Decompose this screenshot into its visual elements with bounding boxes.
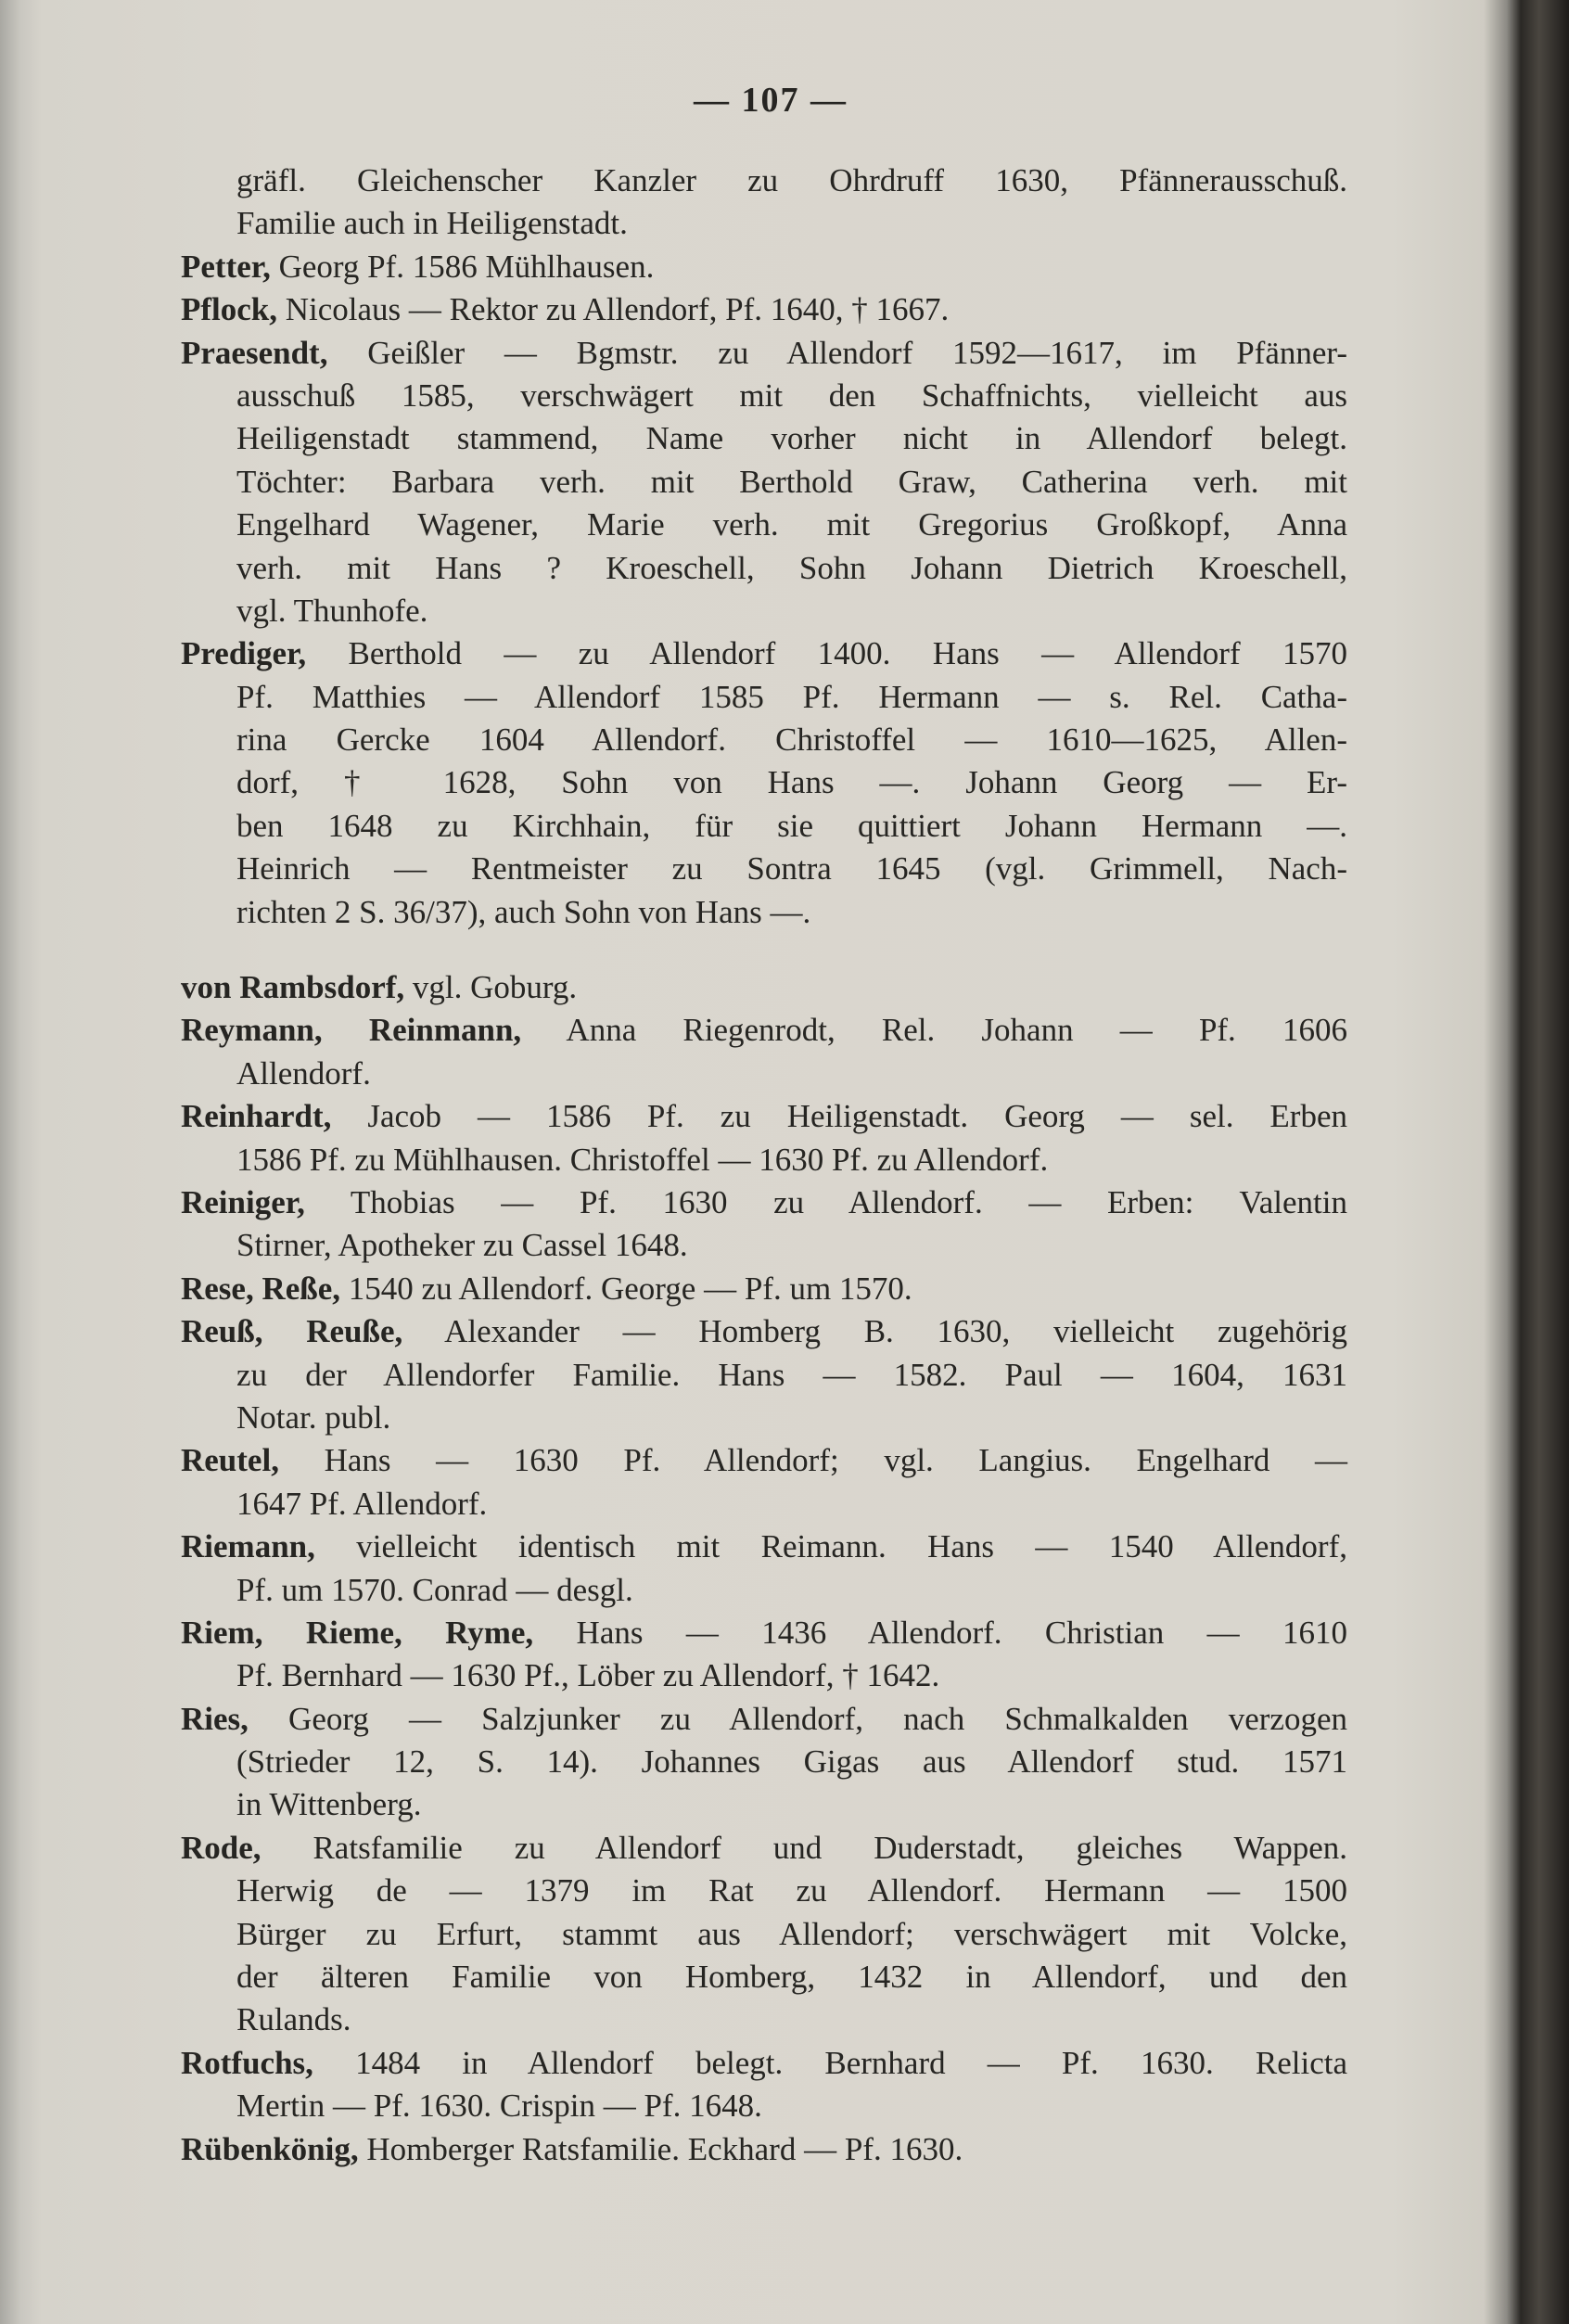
- entry-line: [181, 1181, 1347, 1224]
- entry-line: [181, 1698, 1347, 1741]
- register-entry: [181, 332, 1347, 633]
- entry-text: Rulands.: [236, 2001, 351, 2038]
- entry-headword: Rotfuchs,: [181, 2044, 313, 2081]
- entry-gap: [181, 934, 1347, 966]
- register-entry: [181, 1095, 1347, 1181]
- entry-headword: Reuß, Reuße,: [181, 1313, 403, 1350]
- entry-text: Familie auch in Heiligenstadt.: [236, 205, 628, 242]
- entry-headword: Rübenkönig,: [181, 2130, 359, 2167]
- register-entry: [181, 246, 1347, 288]
- entry-line: [181, 1139, 1347, 1181]
- register-entry: [181, 2128, 1347, 2171]
- entry-text: ben 1648 zu Kirchhain, für sie quittiert Johann Hermann —.: [236, 807, 1347, 844]
- entry-line: [181, 676, 1347, 719]
- page-number-text: — 107 —: [694, 81, 848, 120]
- entry-text: vgl. Goburg.: [404, 969, 578, 1006]
- entry-line: [181, 332, 1347, 375]
- entry-text: Mertin — Pf. 1630. Crispin — Pf. 1648.: [236, 2088, 762, 2125]
- entry-line: [181, 719, 1347, 761]
- entry-headword: Riemann,: [181, 1528, 315, 1565]
- entry-text: Anna Riegenrodt, Rel. Johann — Pf. 1606: [521, 1012, 1347, 1049]
- entry-text: Stirner, Apotheker zu Cassel 1648.: [236, 1227, 688, 1264]
- entry-text: Heiligenstadt stammend, Name vorher nicht in Allendorf belegt.: [236, 420, 1347, 457]
- entry-line: [181, 761, 1347, 804]
- entry-text: Herwig de — 1379 im Rat zu Allendorf. Hermann — 1500: [236, 1872, 1347, 1909]
- entry-line: [181, 1827, 1347, 1870]
- entry-text: (Strieder 12, S. 14). Johannes Gigas aus Allendorf stud. 1571: [236, 1743, 1347, 1781]
- entry-line: [181, 1913, 1347, 1956]
- entry-text: Töchter: Barbara verh. mit Berthold Graw, Catherina verh. mit: [236, 463, 1347, 500]
- entry-line: [181, 1397, 1347, 1439]
- entry-text: 1647 Pf. Allendorf.: [236, 1485, 488, 1522]
- entry-line: [181, 288, 1347, 331]
- entry-line: [181, 1956, 1347, 1998]
- register-entry: [181, 1439, 1347, 1526]
- entry-text: Geißler — Bgmstr. zu Allendorf 1592—1617, im Pfänner-: [327, 334, 1347, 371]
- register-entry: [181, 1612, 1347, 1698]
- entry-text: vielleicht identisch mit Reimann. Hans — 1540 Allendorf,: [314, 1528, 1347, 1565]
- entry-line: [181, 1998, 1347, 2041]
- entry-line: [181, 2042, 1347, 2085]
- register-entry: [181, 1698, 1347, 1827]
- entry-headword: Ries,: [181, 1700, 249, 1737]
- entry-line: [181, 805, 1347, 848]
- entry-text: Hans — 1436 Allendorf. Christian — 1610: [533, 1614, 1347, 1651]
- register-entry: [181, 1526, 1347, 1612]
- entry-text: Georg — Salzjunker zu Allendorf, nach Schmalkalden verzogen: [248, 1700, 1347, 1737]
- entry-line: [181, 547, 1347, 590]
- entry-line: [181, 461, 1347, 504]
- entry-line: [181, 246, 1347, 288]
- entry-text: gräfl. Gleichenscher Kanzler zu Ohrdruff 1630, Pfännerausschuß.: [236, 162, 1347, 198]
- entry-line: [181, 1268, 1347, 1310]
- entry-headword: Reutel,: [181, 1442, 279, 1479]
- register-entry: [181, 1310, 1347, 1439]
- entry-line: [181, 2128, 1347, 2171]
- entry-text: Alexander — Homberg B. 1630, vielleicht zugehörig: [402, 1313, 1347, 1350]
- entry-line: [181, 202, 1347, 245]
- entry-text: Notar. publ.: [236, 1398, 391, 1436]
- register-entry: [181, 632, 1347, 934]
- entry-headword: Praesendt,: [181, 334, 328, 371]
- entry-line: [181, 2085, 1347, 2127]
- entry-headword: Reiniger,: [181, 1183, 305, 1220]
- entry-headword: von Rambsdorf,: [181, 969, 405, 1006]
- entry-headword: Petter,: [181, 248, 271, 285]
- entry-headword: Riem, Rieme, Ryme,: [181, 1614, 534, 1651]
- entry-text: Nicolaus — Rektor zu Allendorf, Pf. 1640, † 1667.: [277, 291, 950, 328]
- entry-text: 1484 in Allendorf belegt. Bernhard — Pf. 1630. Relicta: [313, 2044, 1347, 2081]
- entry-text: Allendorf.: [236, 1054, 371, 1092]
- entry-line: [181, 1526, 1347, 1568]
- entry-line: [181, 375, 1347, 417]
- entry-text: 1540 zu Allendorf. George — Pf. um 1570.: [340, 1270, 912, 1307]
- entry-text: Thobias — Pf. 1630 zu Allendorf. — Erben: Valentin: [304, 1183, 1347, 1220]
- entry-line: [181, 504, 1347, 546]
- register-entry: [181, 1827, 1347, 2042]
- entry-line: [181, 1783, 1347, 1826]
- entry-line: [181, 1654, 1347, 1697]
- entry-line: [181, 590, 1347, 632]
- register-entry: [181, 2042, 1347, 2128]
- entry-text: Heinrich — Rentmeister zu Sontra 1645 (vgl. Grimmell, Nach-: [236, 850, 1347, 887]
- entry-headword: Pflock,: [181, 291, 278, 328]
- entry-line: [181, 1741, 1347, 1783]
- entry-text: dorf, † 1628, Sohn von Hans —. Johann Georg — Er-: [236, 764, 1347, 801]
- entry-text: vgl. Thunhofe.: [236, 592, 428, 629]
- entry-text: Georg Pf. 1586 Mühlhausen.: [270, 248, 655, 285]
- entry-line: [181, 1224, 1347, 1267]
- entry-line: [181, 160, 1347, 202]
- entry-text: Pf. Bernhard — 1630 Pf., Löber zu Allendorf, † 1642.: [236, 1657, 940, 1694]
- entry-text: verh. mit Hans ? Kroeschell, Sohn Johann Dietrich Kroeschell,: [236, 549, 1347, 586]
- entry-line: [181, 1483, 1347, 1526]
- entry-headword: Rese, Reße,: [181, 1270, 341, 1307]
- entry-headword: Reinhardt,: [181, 1098, 332, 1135]
- entry-text: Bürger zu Erfurt, stammt aus Allendorf; verschwägert mit Volcke,: [236, 1915, 1347, 1952]
- entry-line: [181, 966, 1347, 1009]
- register-entry: [181, 288, 1347, 331]
- entry-line: [181, 1095, 1347, 1138]
- entry-text: rina Gercke 1604 Allendorf. Christoffel — 1610—1625, Allen-: [236, 721, 1347, 759]
- entry-line: [181, 1870, 1347, 1912]
- entry-text: Hans — 1630 Pf. Allendorf; vgl. Langius. Engelhard —: [278, 1442, 1347, 1479]
- entry-line: [181, 1009, 1347, 1052]
- entry-line: [181, 1053, 1347, 1095]
- entry-text: Pf. um 1570. Conrad — desgl.: [236, 1571, 633, 1608]
- register-entry: [181, 1009, 1347, 1095]
- entry-line: [181, 1310, 1347, 1353]
- entry-text: zu der Allendorfer Familie. Hans — 1582. Paul — 1604, 1631: [236, 1356, 1347, 1393]
- entry-text: 1586 Pf. zu Mühlhausen. Christoffel — 1630 Pf. zu Allendorf.: [236, 1141, 1049, 1178]
- entry-text: Berthold — zu Allendorf 1400. Hans — Allendorf 1570: [306, 635, 1347, 672]
- entry-text: Jacob — 1586 Pf. zu Heiligenstadt. Georg — sel. Erben: [331, 1098, 1347, 1135]
- register-entry: [181, 1181, 1347, 1268]
- entry-line: [181, 1612, 1347, 1654]
- entry-text: Engelhard Wagener, Marie verh. mit Gregorius Großkopf, Anna: [236, 506, 1347, 543]
- entry-headword: Prediger,: [181, 635, 307, 672]
- entry-headword: Reymann, Reinmann,: [181, 1012, 522, 1049]
- entry-headword: Rode,: [181, 1829, 262, 1866]
- entry-line: [181, 417, 1347, 460]
- entry-line: [181, 848, 1347, 890]
- entry-text: Homberger Ratsfamilie. Eckhard — Pf. 1630.: [358, 2130, 963, 2167]
- entry-line: [181, 1354, 1347, 1397]
- entry-text: der älteren Familie von Homberg, 1432 in Allendorf, und den: [236, 1959, 1347, 1996]
- entry-line: [181, 1439, 1347, 1482]
- entry-text: Pf. Matthies — Allendorf 1585 Pf. Hermann — s. Rel. Catha-: [236, 678, 1347, 715]
- entry-line: [181, 632, 1347, 675]
- entry-text: richten 2 S. 36/37), auch Sohn von Hans —.: [236, 893, 811, 930]
- register-text-block: [181, 160, 1347, 2171]
- entry-text: Ratsfamilie zu Allendorf und Duderstadt, gleiches Wappen.: [261, 1829, 1347, 1866]
- entry-line: [181, 1569, 1347, 1612]
- register-entry: [181, 966, 1347, 1009]
- page-number: [0, 80, 1569, 121]
- register-entry: [181, 160, 1347, 246]
- register-entry: [181, 1268, 1347, 1310]
- entry-line: [181, 891, 1347, 934]
- entry-text: in Wittenberg.: [236, 1786, 422, 1823]
- entry-text: ausschuß 1585, verschwägert mit den Schaffnichts, vielleicht aus: [236, 377, 1347, 414]
